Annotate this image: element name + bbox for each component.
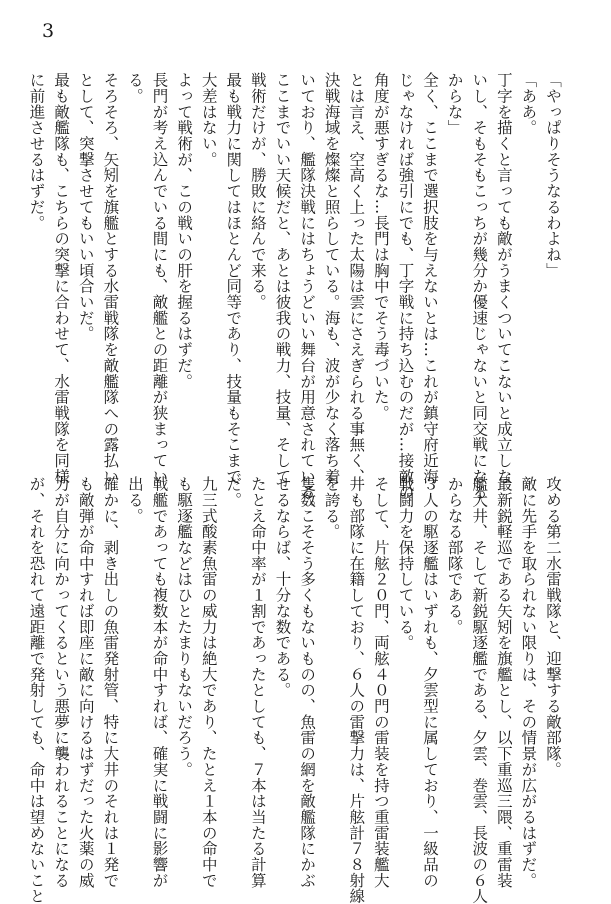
bottom-text-line: 九三式酸素魚雷の威力は絶大であり、たとえ１本の命中で	[199, 476, 218, 889]
bottom-text-line: 敵に先手を取られない限りは、その情景が広がるはずだ。	[519, 476, 538, 889]
bottom-text-line: を誇る。	[322, 476, 341, 540]
top-text-line: に前進させるはずだ。	[27, 72, 46, 231]
top-text-line: 「やっぱりそうなるわよね」	[544, 72, 562, 279]
top-text-line: よって戦術が、この戦いの肝を握るはずだ。	[175, 72, 194, 389]
top-text-line: ここまでいい天候だと、あとは彼我の戦力、技量、そして	[273, 72, 292, 485]
top-text-line: 丁字を描くと言っても敵がうまくついてこないと成立しな	[494, 72, 513, 485]
top-text-line: いし、そもそもこっちが幾分か優速じゃないと同交戦になる	[470, 72, 489, 500]
bottom-text-line: 力が自分に向かってくるという悪夢に襲われることになる	[52, 476, 71, 889]
text-block-bottom	[24, 476, 565, 904]
top-text-line: そろそろ、矢矧を旗艦とする水雷戦隊を敵艦隊への露払い	[101, 72, 120, 485]
top-text-line: いており、艦隊決戦にはちょうどいい舞台が用意されている。	[298, 72, 317, 516]
top-text-line: じゃなければ強引にでも、丁字戦に持ち込むのだが…接敵の	[396, 72, 415, 500]
bottom-text-line: 最新鋭軽巡である矢矧を旗艦とし、以下重巡三隈、重雷装	[494, 476, 513, 889]
top-text-line: からな」	[445, 72, 464, 136]
top-text-line: とは言え、空高く上った太陽は雲にさえぎられる事無く、	[347, 72, 366, 485]
bottom-text-line: が、それを恐れて遠距離で発射しても、命中は望めないこと	[27, 476, 46, 904]
bottom-text-line: 確かに、剥き出しの魚雷発射管、特に大井のそれは１発で	[101, 476, 120, 889]
bottom-text-line: 艦大井、そして新鋭駆逐艦である、夕雲、巻雲、長波の６人	[470, 476, 489, 904]
bottom-text-line: 井も部隊に在籍しており、６人の雷撃力は、片舷計７８射線	[347, 476, 366, 904]
top-text-line: 長門が考え込んでいる間にも、敵艦との距離が狭まってい	[150, 72, 169, 485]
bottom-text-line: だ。	[224, 476, 243, 508]
top-text-line: 角度が悪すぎるな…長門は胸中でそう毒づいた。	[371, 72, 390, 421]
bottom-text-line: せるならば、十分な数である。	[273, 476, 292, 698]
bottom-text-line: ３人の駆逐艦はいずれも、夕雲型に属しており、一級品の	[421, 476, 440, 889]
top-text-line: 最も戦力に関してはほとんど同等であり、技量もそこまで	[224, 72, 243, 485]
page-number: 3	[42, 20, 55, 42]
bottom-text-line: 隻数こそそう多くもないものの、魚雷の網を敵艦隊にかぶ	[298, 476, 317, 889]
top-text-line: 戦術だけが、勝敗に絡んで来る。	[248, 72, 267, 310]
bottom-text-line: 出る。	[125, 476, 144, 524]
top-text-line: 「ああ。	[519, 72, 538, 136]
bottom-text-line: からなる部隊である。	[445, 476, 464, 635]
bottom-text-line: も駆逐艦などはひとたまりもないだろう。	[175, 476, 194, 778]
top-text-line: 全く、ここまで選択肢を与えないとは…これが鎮守府近海	[421, 72, 440, 485]
bottom-text-line: 戦闘力を保持している。	[396, 476, 415, 651]
top-text-line: 最も敵艦隊も、こちらの突撃に合わせて、水雷戦隊を同様	[52, 72, 71, 485]
bottom-text-line: も敵弾が命中すれば即座に敵に向けるはずだった火薬の威	[76, 476, 95, 889]
top-text-line: 決戦海域を燦燦と照らしている。海も、波が少なく落ち着	[322, 72, 341, 485]
bottom-text-line: そして、片舷２０門、両舷４０門の雷装を持つ重雷装艦大	[371, 476, 390, 889]
bottom-text-line: 戦艦であっても複数本が命中すれば、確実に戦闘に影響が	[150, 476, 169, 889]
top-text-line: として、突撃させてもいい頃合いだ。	[76, 72, 95, 342]
top-text-line: 大差はない。	[199, 72, 218, 168]
bottom-text-line: 攻める第二水雷戦隊と、迎撃する敵部隊。	[544, 476, 562, 778]
top-text-line: る。	[125, 72, 144, 104]
bottom-text-line: たとえ命中率が１割であったとしても、７本は当たる計算	[248, 476, 267, 889]
